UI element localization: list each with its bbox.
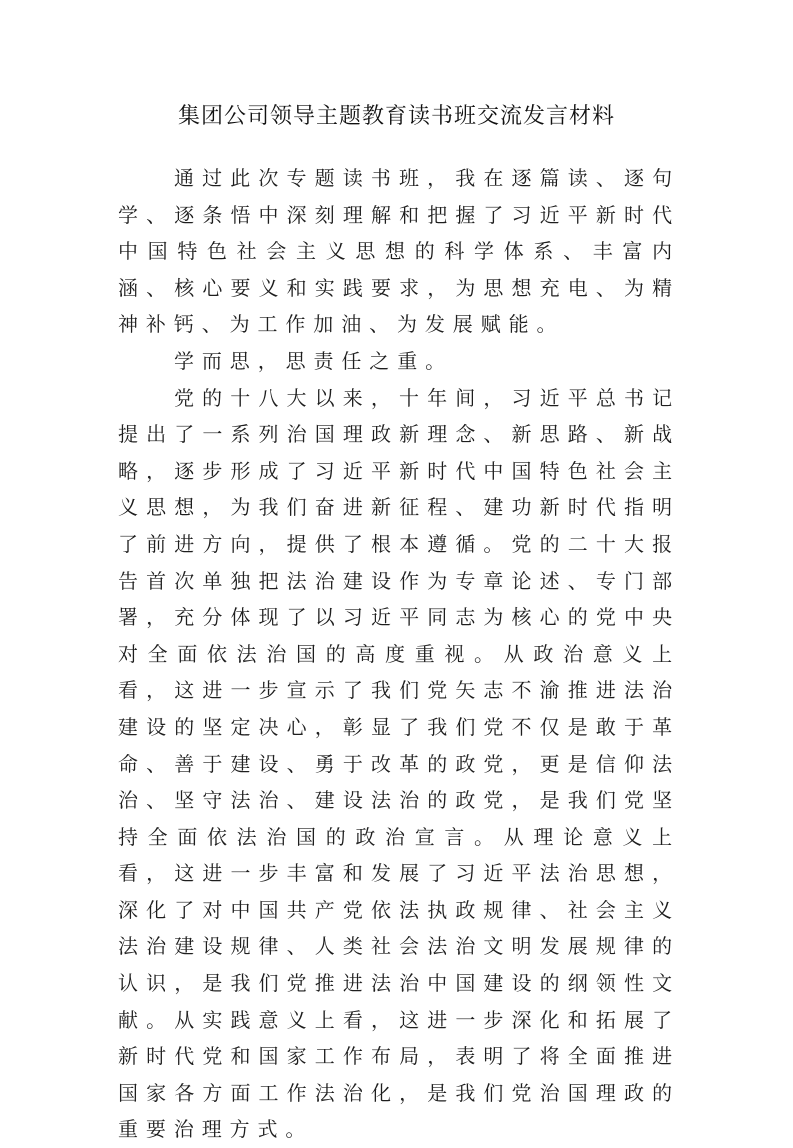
- paragraph-heading: 学而思，思责任之重。: [174, 348, 453, 373]
- paragraph-main: 党的十八大以来，十年间，习近平总书记提出了一系列治国理政新理念、新思路、新战略，逐步形成了习近平新时代中国特色社会主义思想，为我们奋进新征程、建功新时代指明了前进方向，提供了根本遵循。党的二十大报告首次单独把法治建设作为专章论述、专门部署，充分体现了以习近平同志为核心的党中央对全面依法治国的高度重视。从政治意义上看，这进一步宣示了我们党矢志不渝推进法治建设的坚定决心，彰显了我们党不仅是敢于革命、善于建设、勇于改革的政党，更是信仰法治、坚守法治、建设法治的政党，是我们党坚持全面依法治国的政治宣言。从理论意义上看，这进一步丰富和发展了习近平法治思想，深化了对中国共产党依法执政规律、社会主义法治建设规律、人类社会法治文明发展规律的认识，是我们党推进法治中国建设的纲领性文献。从实践意义上看，这进一步深化和拓展了新时代党和国家工作布局，表明了将全面推进国家各方面工作法治化，是我们党治国理政的重要治理方式。: [118, 385, 680, 1142]
- paragraph-intro: 通过此次专题读书班，我在逐篇读、逐句学、逐条悟中深刻理解和把握了习近平新时代中国特色社会主义思想的科学体系、丰富内涵、核心要义和实践要求，为思想充电、为精神补钙、为工作加油、为发展赋能。: [118, 166, 680, 337]
- document-body: [118, 160, 680, 1148]
- document-title: 集团公司领导主题教育读书班交流发言材料: [177, 104, 615, 129]
